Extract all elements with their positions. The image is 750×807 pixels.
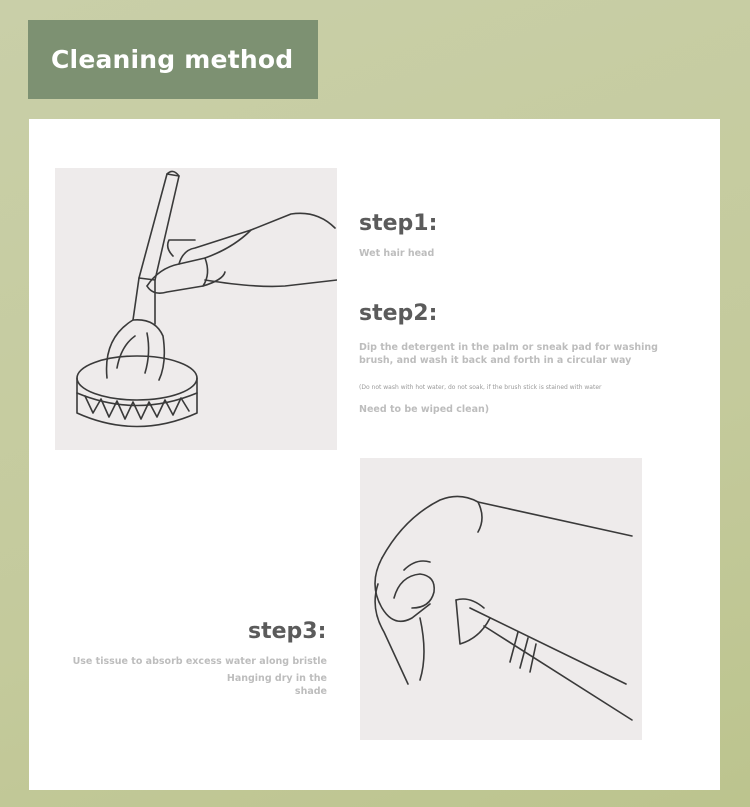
brush-washing-hand-icon bbox=[55, 168, 337, 450]
page-title: Cleaning method bbox=[51, 45, 294, 74]
step1-title: step1: bbox=[359, 211, 438, 236]
content-panel bbox=[29, 119, 720, 790]
step3-text: Use tissue to absorb excess water along bristle bbox=[72, 656, 327, 667]
step3-text2: Hanging dry in the shade bbox=[226, 673, 327, 697]
step2-title: step2: bbox=[359, 301, 438, 326]
step2-note: (Do not wash with hot water, do not soak, if the brush stick is stained with water bbox=[359, 384, 602, 391]
step2-text: Dip the detergent in the palm or sneak pad for washing brush, and wash it back and forth in a circular way bbox=[359, 342, 658, 366]
step3-title: step3: bbox=[248, 619, 327, 644]
step1-text: Wet hair head bbox=[359, 248, 435, 259]
step2-text2: Need to be wiped clean) bbox=[359, 404, 490, 415]
brush-wiping-hand-icon bbox=[360, 458, 642, 740]
header-badge bbox=[28, 20, 318, 99]
